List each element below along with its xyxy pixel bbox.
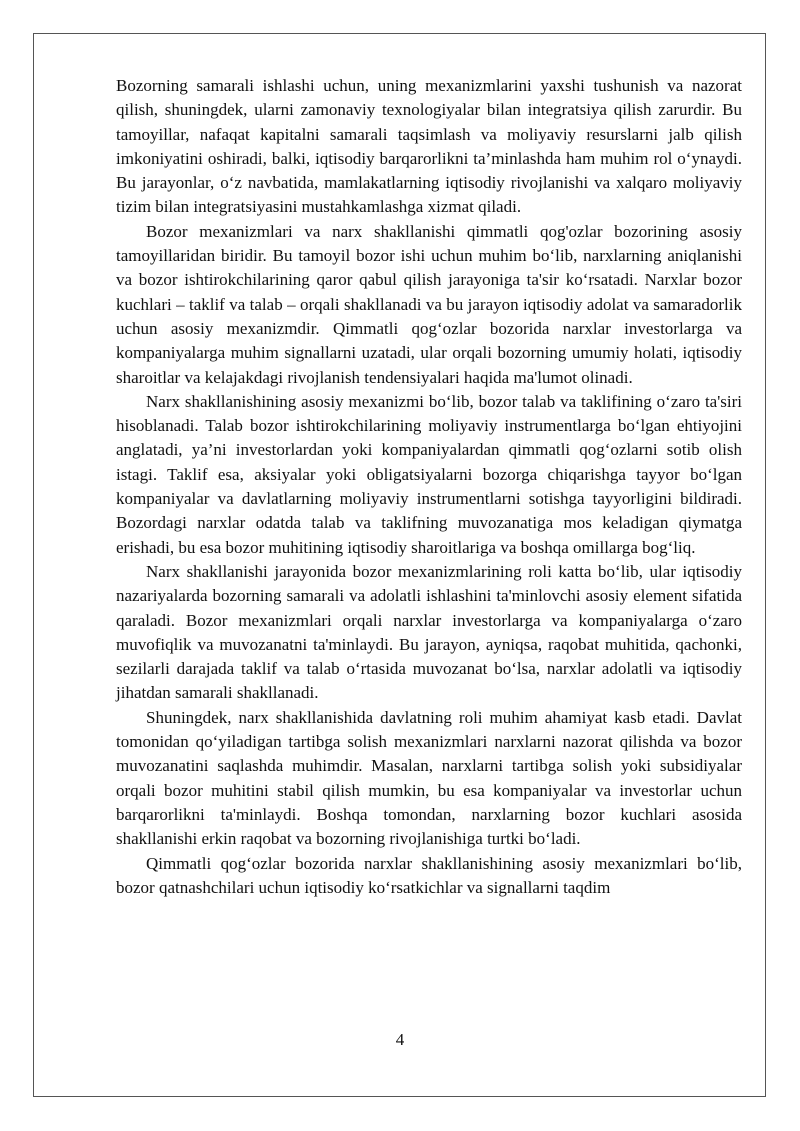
paragraph: Narx shakllanishining asosiy mexanizmi bo‘lib, bozor talab va taklifining o‘zaro ta'siri hisoblanadi. Talab bozor ishtirokchilarining moliyaviy instrumentlarga bo‘lgan ehtiyojini anglatadi, ya’ni investorlardan yoki kompaniyalardan qimmatli qog‘ozlarni sotib olish istagi. Taklif esa, aksiyalar yoki obligatsiyalarni bozorga chiqarishga tayyor bo‘lgan kompaniyalar va davlatlarning moliyaviy instrumentlarni sotishga tayyorligini bildiradi. Bozordagi narxlar odatda talab va taklifning muvozanatiga mos keladigan qiymatga erishadi, bu esa bozor muhitining iqtisodiy sharoitlariga va boshqa omillarga bog‘liq. [116, 391, 742, 557]
paragraph: Bozorning samarali ishlashi uchun, uning mexanizmlarini yaxshi tushunish va nazorat qilish, shuningdek, ularni zamonaviy texnologiyalar bilan integratsiya qilish zarurdir. Bu tamoyillar, nafaqat kapitalni samarali taqsimlash va moliyaviy resurslarni jalb qilish imkoniyatini oshiradi, balki, iqtisodiy barqarorlikni ta’minlashda ham muhim rol o‘ynaydi. Bu jarayonlar, o‘z navbatida, mamlakatlarning iqtisodiy rivojlanishi va xalqaro moliyaviy tizim bilan integratsiyasini mustahkamlashga xizmat qiladi. [116, 76, 742, 217]
paragraph: Narx shakllanishi jarayonida bozor mexanizmlarining roli katta bo‘lib, ular iqtisodiy nazariyalarda bozorning samarali va adolatli ishlashini ta'minlovchi asosiy element sifatida qaraladi. Bozor mexanizmlari orqali narxlar investorlarga va kompaniyalarga o‘zaro muvofiqlik va muvozanatni ta'minlaydi. Bu jarayon, ayniqsa, raqobat muhitida, qachonki, sezilarli darajada taklif va talab o‘rtasida muvozanat bo‘lsa, narxlar adolatli va iqtisodiy jihatdan samarali shakllanadi. [116, 561, 742, 703]
paragraph: Qimmatli qog‘ozlar bozorida narxlar shakllanishining asosiy mexanizmlari bo‘lib, bozor qatnashchilari uchun iqtisodiy ko‘rsatkichlar va signallarni taqdim [116, 853, 742, 897]
paragraph: Shuningdek, narx shakllanishida davlatning roli muhim ahamiyat kasb etadi. Davlat tomonidan qo‘yiladigan tartibga solish mexanizmlari narxlarni nazorat qilishda va bozor muvozanatini saqlashda muhimdir. Masalan, narxlarni tartibga solish yoki subsidiyalar orqali bozor muhitini stabil qilish mumkin, bu esa kompaniyalar va investorlar uchun barqarorlikni ta'minlaydi. Boshqa tomondan, narxlarning bozor kuchlari asosida shakllanishi erkin raqobat va bozorning rivojlanishiga turtki bo‘ladi. [116, 707, 742, 849]
page-number: 4 [395, 1030, 405, 1049]
document-body [116, 74, 742, 900]
paragraph: Bozor mexanizmlari va narx shakllanishi qimmatli qog'ozlar bozorining asosiy tamoyillaridan biridir. Bu tamoyil bozor ishi uchun muhim bo‘lib, narxlarning aniqlanishi va bozor ishtirokchilarining qaror qabul qilish jarayoniga ta'sir ko‘rsatadi. Narxlar bozor kuchlari – taklif va talab – orqali shakllanadi va bu jarayon iqtisodiy adolat va samaradorlik uchun asosiy mexanizmdir. Qimmatli qog‘ozlar bozorida narxlar investorlarga va kompaniyalarga muhim signallarni uzatadi, ular orqali bozorning umumiy holati, iqtisodiy sharoitlar va kelajakdagi rivojlanish tendensiyalari haqida ma'lumot olinadi. [116, 221, 742, 387]
